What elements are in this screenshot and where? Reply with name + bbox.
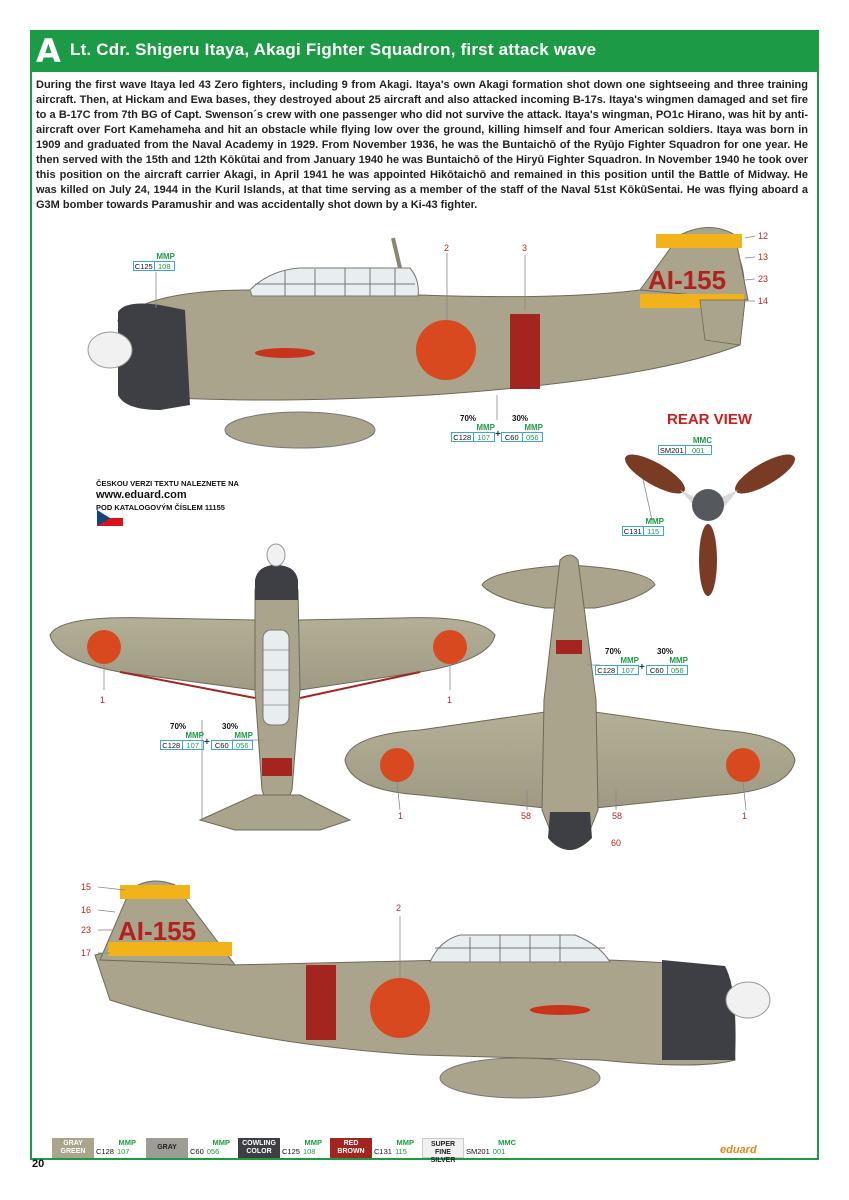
drop-tank-bottom <box>440 1058 600 1098</box>
hinomaru-top-left <box>87 630 121 664</box>
antenna-mast <box>393 238 400 268</box>
chip-prop: MMP C131 115 <box>623 517 664 536</box>
chip-mix-b-bottom: MMP C60 056 <box>646 656 688 676</box>
callout-number: 60 <box>611 838 622 848</box>
callout-number: 1 <box>100 695 106 705</box>
bottom-cowling <box>548 812 592 850</box>
pct-b-side: 30% <box>512 414 529 423</box>
spinner <box>88 332 132 368</box>
callout-number: 2 <box>396 903 402 913</box>
callout-number: 3 <box>522 243 528 253</box>
callout-number: 1 <box>398 811 404 821</box>
pilot-biography: During the first wave Itaya led 43 Zero fighters, including 9 from Akagi. Itaya's own Akagi formation shot down one sightseeing and three training aircraft. Then, at Hickam and Ewa bases, they destroyed about 25 aircraft and also attacked incoming B-17s. Itaya's wingmen damaged and set fire to a B-17C from 7th BG of Capt. Swenson´s crew with one passenger who did not survive the attack. Itaya's wingman, PO1c Hirano, was hit by anti-aircraft over Fort Kamehameha and hit an obstacle while flying low over the ground, killing himself and four American soldiers. Itaya was born in 1909 and graduated from the Naval Academy in 1929. From November 1936, he was the Buntaichō of the Ryūjo Fighter Squadron for one year. He then served with the 15th and 12th Kōkūtai and from January 1940 he was Buntaichō of the Hiryū Fighter Squadron. In November 1940 he took over this position on the aircraft carrier Akagi, in April 1941 he was appointed Hikōtaichō and remained in this position until the Battle of Midway. He was killed on July 24, 1944 in the Kuril Islands, at that time serving as a member of the staff of the Naval 51st KōkūSentai. He was flying aboard a G3M bomber towards Paramushir and was accidentally shot down by a Ki-43 fighter. <box>36 79 808 211</box>
callout-number: 14 <box>758 296 769 306</box>
callout-number: 1 <box>742 811 748 821</box>
wing-root-red <box>255 348 315 358</box>
side-profile-top <box>88 228 748 449</box>
prop-blade-bottom <box>699 524 717 596</box>
czech-note <box>96 478 239 513</box>
chip-mix-a-side: MMP C128 107 <box>451 423 495 443</box>
profile-letter: A <box>36 32 61 70</box>
fuselage-band-bottom <box>306 965 336 1040</box>
pct-a-bottom: 70% <box>605 647 622 656</box>
hinomaru-side-top <box>416 320 476 380</box>
chip-spinner: MMC SM201 001 <box>659 436 712 455</box>
callout-number: 12 <box>758 231 769 241</box>
plus-side: + <box>495 429 501 440</box>
czech-line2: POD KATALOGOVÝM ČÍSLEM 11155 <box>96 503 225 512</box>
tail-stripe-upper-b <box>120 885 190 899</box>
pct-a-side: 70% <box>460 414 477 423</box>
top-tailplane <box>200 795 350 830</box>
plus-top: + <box>204 737 210 748</box>
callout-number: 58 <box>521 811 532 821</box>
hinomaru-top-right <box>433 630 467 664</box>
tail-code-bottom: AI-155 <box>118 916 197 946</box>
side-profile-bottom <box>95 881 770 1098</box>
hinomaru-side-bottom <box>370 978 430 1038</box>
top-spinner <box>267 544 285 566</box>
cowling-bottom <box>662 960 736 1060</box>
top-canopy <box>263 630 289 725</box>
chip-mix-a-bottom: MMP C128 107 <box>595 656 639 676</box>
czech-line1: ČESKOU VERZI TEXTU NALEZNETE NA <box>96 479 239 488</box>
pct-b-bottom: 30% <box>657 647 674 656</box>
prop-blade-right <box>730 447 800 500</box>
pct-a-top: 70% <box>170 722 187 731</box>
legend-swatch: GRAY GREEN <box>52 1138 94 1158</box>
legend-swatch: COWLING COLOR <box>238 1138 280 1158</box>
callout-number: 15 <box>81 882 92 892</box>
callout-number: 58 <box>612 811 623 821</box>
chip-cowl-side: MMP C125 108 <box>134 252 175 271</box>
rear-view-title: REAR VIEW <box>667 411 753 428</box>
eduard-logo: eduard <box>720 1144 757 1156</box>
callout-number: 16 <box>81 905 92 915</box>
footer-rule <box>30 1158 819 1160</box>
profile-title: Lt. Cdr. Shigeru Itaya, Akagi Fighter Squadron, first attack wave <box>70 40 597 59</box>
chip-mix-a-top: MMP C128 107 <box>160 731 204 751</box>
fuselage-band-top <box>510 314 540 389</box>
plus-bottom: + <box>639 662 645 673</box>
chip-mix-b-side: MMP C60 056 <box>501 423 543 443</box>
legend-swatch: RED BROWN <box>330 1138 372 1158</box>
page-number: 20 <box>32 1158 45 1170</box>
canopy <box>250 268 418 296</box>
drop-tank <box>225 412 375 448</box>
legend-swatch: SUPER FINE SILVER <box>422 1138 464 1158</box>
callout-number: 23 <box>81 925 92 935</box>
bottom-fuselage-band <box>556 640 582 654</box>
prop-hub <box>692 489 724 521</box>
czech-url[interactable]: www.eduard.com <box>96 489 187 501</box>
tail-stripe-upper <box>656 234 742 248</box>
top-fuselage-band <box>262 758 292 776</box>
callout-number: 23 <box>758 274 769 284</box>
wing-root-red-b <box>530 1005 590 1015</box>
legend-swatch: GRAY <box>146 1138 188 1158</box>
callout-number: 2 <box>444 243 450 253</box>
hinomaru-bottom-left <box>380 748 414 782</box>
hinomaru-bottom-right <box>726 748 760 782</box>
pct-b-top: 30% <box>222 722 239 731</box>
tail-code-top: AI-155 <box>648 265 727 295</box>
spinner-bottom <box>726 982 770 1018</box>
chip-mix-b-top: MMP C60 056 <box>211 731 253 751</box>
top-cowling <box>255 565 298 600</box>
callout-number: 1 <box>447 695 453 705</box>
rudder <box>700 300 745 345</box>
callout-number: 13 <box>758 252 769 262</box>
bottom-view <box>345 555 795 850</box>
callout-number: 17 <box>81 948 92 958</box>
